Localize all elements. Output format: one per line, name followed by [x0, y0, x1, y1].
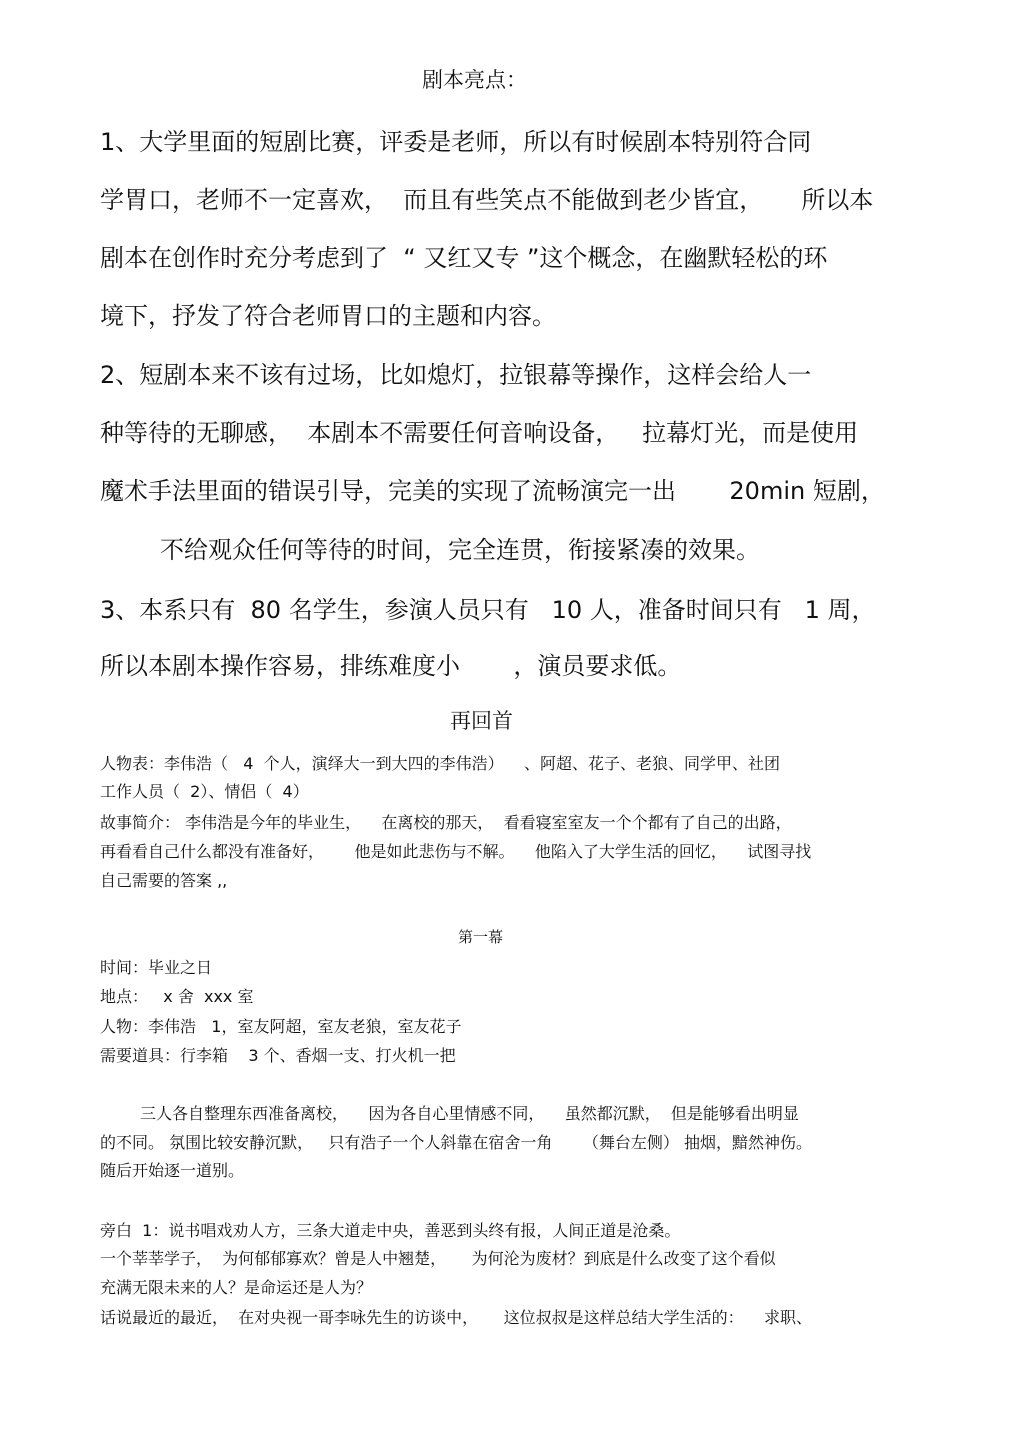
act-title: 第一幕 [458, 928, 504, 946]
highlights-line: 种等待的无聊感， 本剧本不需要任何音响设备， 拉幕灯光，而是使用 [100, 419, 859, 447]
scene-line: 三人各自整理东西准备离校， 因为各自心里情感不同， 虽然都沉默， 但是能够看出明显 [140, 1104, 799, 1123]
highlights-line: 不给观众任何等待的时间，完全连贯，衔接紧凑的效果。 [160, 536, 760, 564]
highlights-line: 魔术手法里面的错误引导，完美的实现了流畅演完一出 20min 短剧， [100, 477, 885, 505]
highlights-line: 1、大学里面的短剧比赛，评委是老师，所以有时候剧本特别符合同 [100, 128, 812, 156]
intro-line: 自己需要的答案 ,, [100, 871, 228, 890]
highlights-line: 3、本系只有 80 名学生，参演人员只有 10 人，准备时间只有 1 周， [100, 596, 876, 624]
intro-line: 工作人员（ 2）、情侣（ 4） [100, 782, 309, 801]
highlights-line: 境下，抒发了符合老师胃口的主题和内容。 [100, 302, 556, 330]
narration-line: 充满无限未来的人？是命运还是人为？ [100, 1278, 373, 1297]
intro-line: 故事简介： 李伟浩是今年的毕业生， 在离校的那天， 看看寝室室友一个个都有了自己的出路， [100, 813, 792, 832]
highlights-line: 2、短剧本来不该有过场，比如熄灯，拉银幕等操作，这样会给人一 [100, 361, 812, 389]
act-info-line: 时间：毕业之日 [100, 958, 213, 977]
narration-line: 一个莘莘学子， 为何郁郁寡欢？曾是人中翘楚， 为何沦为废材？到底是什么改变了这个看似 [100, 1249, 776, 1268]
highlights-title: 剧本亮点： [422, 68, 527, 92]
narration-line: 旁白 1：说书唱戏劝人方，三条大道走中央，善恶到头终有报，人间正道是沧桑。 [100, 1221, 681, 1240]
intro-line: 再看看自己什么都没有准备好， 他是如此悲伤与不解。 他陷入了大学生活的回忆， 试图寻找 [100, 842, 812, 861]
highlights-line: 剧本在创作时充分考虑到了 “ 又红又专 ”这个概念，在幽默轻松的环 [100, 244, 828, 272]
act-info-line: 地点： x 舍 xxx 室 [100, 987, 254, 1006]
highlights-line: 所以本剧本操作容易，排练难度小 ，演员要求低。 [100, 652, 682, 680]
act-info-line: 需要道具：行李箱 3 个、香烟一支、打火机一把 [100, 1046, 456, 1065]
act-info-line: 人物：李伟浩 1，室友阿超，室友老狼，室友花子 [100, 1017, 462, 1036]
intro-line: 人物表：李伟浩（ 4 个人，演绎大一到大四的李伟浩） 、阿超、花子、老狼、同学甲、社团 [100, 754, 780, 773]
narration-line: 话说最近的最近， 在对央视一哥李咏先生的访谈中， 这位叔叔是这样总结大学生活的： 求职、 [100, 1308, 812, 1327]
highlights-line: 学胃口，老师不一定喜欢， 而且有些笑点不能做到老少皆宜， 所以本 [100, 186, 874, 214]
script-title: 再回首 [450, 709, 513, 733]
scene-line: 随后开始逐一道别。 [100, 1161, 245, 1180]
scene-line: 的不同。 氛围比较安静沉默， 只有浩子一个人斜靠在宿舍一角 （舞台左侧） 抽烟，黯然神伤。 [100, 1133, 812, 1152]
